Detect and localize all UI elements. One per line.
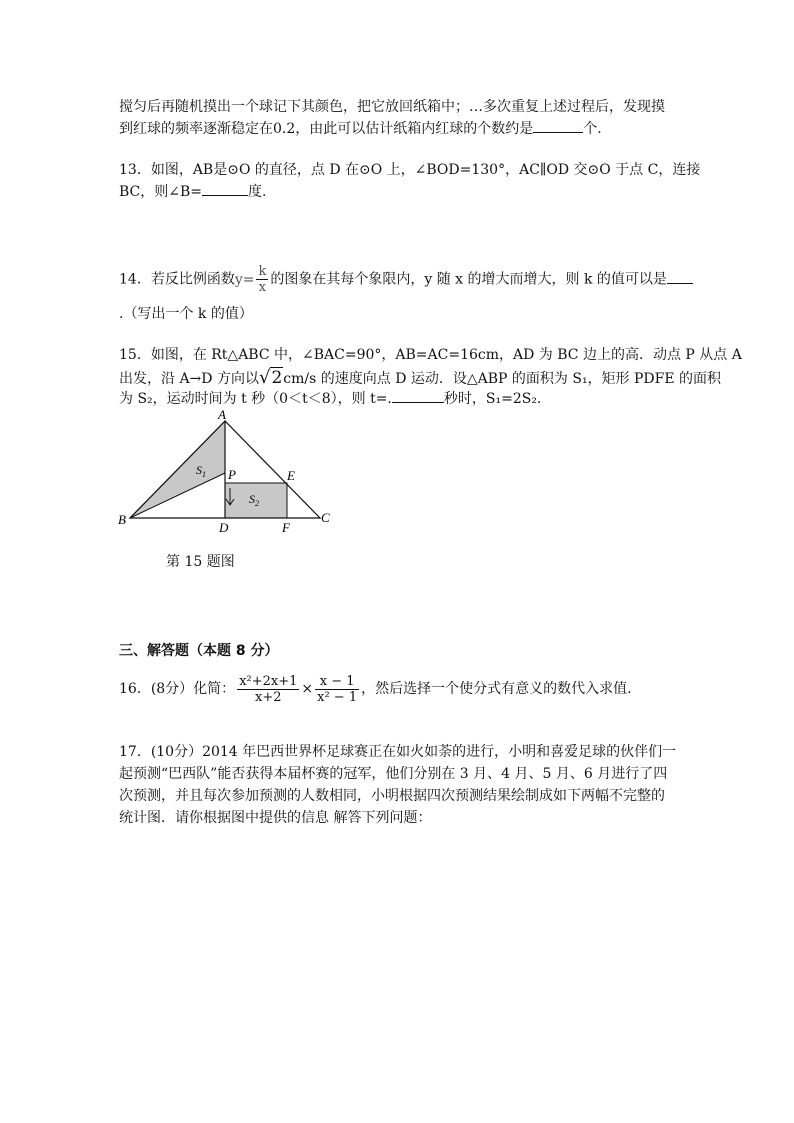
q16-line: 16．(8分）化简： $\frac{\text{x²+2x+1}}{x+2}$ × $\frac{x - 1}{\text{x² − 1}}$ ，然后选择一个使分式有意义的数代入求值.: [119, 673, 632, 705]
q15-line3: 为 S₂，运动时间为 t 秒（0＜t＜8），则 t=. 秒时，S₁=2S₂.: [119, 388, 679, 411]
label-d: D: [219, 520, 229, 535]
label-f: F: [282, 520, 290, 535]
q13-line2: BC，则∠B= 度.: [119, 181, 679, 204]
label-c: C: [321, 510, 330, 525]
inverse-function-formula: y= $\frac{k}{x}$: [234, 264, 267, 295]
answer-blank[interactable]: [533, 118, 583, 133]
fraction-1: $\frac{\text{x²+2x+1}}{x+2}$: [239, 673, 298, 705]
q17-line1: 17．(10分）2014 年巴西世界杯足球赛正在如火如荼的进行，小明和喜爱足球的伙伴们一: [119, 744, 677, 760]
label-a: A: [218, 407, 226, 422]
q12-line2: 到红球的频率逐渐稳定在0.2，由此可以估计纸箱内红球的个数约是 个.: [119, 118, 679, 141]
q15-line2: 出发，沿 A→D 方向以√2cm/s 的速度向点 D 运动．设△ABP 的面积为 S₁，矩形 PDFE 的面积: [119, 367, 722, 388]
section-heading: 三、解答题（本题 8 分）: [119, 643, 279, 659]
figure-caption: 第 15 题图: [166, 554, 235, 570]
label-s1: $S_1$: [196, 463, 206, 479]
answer-blank[interactable]: [202, 181, 248, 196]
q13-line1: 13．如图，AB是⊙O 的直径，点 D 在⊙O 上，∠BOD=130°，AC∥OD 交⊙O 于点 C，连接: [119, 162, 701, 178]
q15-line1: 15．如图，在 Rt△ABC 中，∠BAC=90°，AB=AC=16cm，AD 为 BC 边上的高．动点 P 从点 A: [119, 347, 742, 363]
function-denominator: x: [258, 280, 267, 295]
triangle-figure: [110, 405, 340, 535]
q14-line1: 14．若反比例函数y= $\frac{k}{x}$ 的图象在其每个象限内，y 随 x 的增大而增大，则 k 的值可以是: [119, 264, 679, 295]
q17-line4: 统计图．请你根据图中提供的信息 解答下列问题：: [119, 810, 432, 826]
answer-blank[interactable]: [392, 388, 444, 403]
q14-line2: .（写出一个 k 的值）: [119, 306, 253, 322]
q17-line2: 起预测“巴西队”能否获得本届杯赛的冠军，他们分别在 3 月、4 月、5 月、6 月进行了四: [119, 766, 668, 782]
label-p: P: [228, 467, 236, 482]
answer-blank[interactable]: [667, 269, 693, 284]
sqrt-expression: √2: [258, 367, 283, 388]
function-numerator: k: [258, 264, 267, 279]
label-e: E: [287, 468, 295, 483]
label-b: B: [118, 512, 126, 527]
q12-line1: 搅匀后再随机摸出一个球记下其颜色，把它放回纸箱中；…多次重复上述过程后，发现摸: [119, 99, 665, 115]
fraction-2: $\frac{x - 1}{\text{x² − 1}}$: [317, 673, 358, 705]
q17-line3: 次预测，并且每次参加预测的人数相同，小明根据四次预测结果绘制成如下两幅不完整的: [119, 788, 665, 804]
label-s2: $S_2$: [249, 492, 259, 508]
